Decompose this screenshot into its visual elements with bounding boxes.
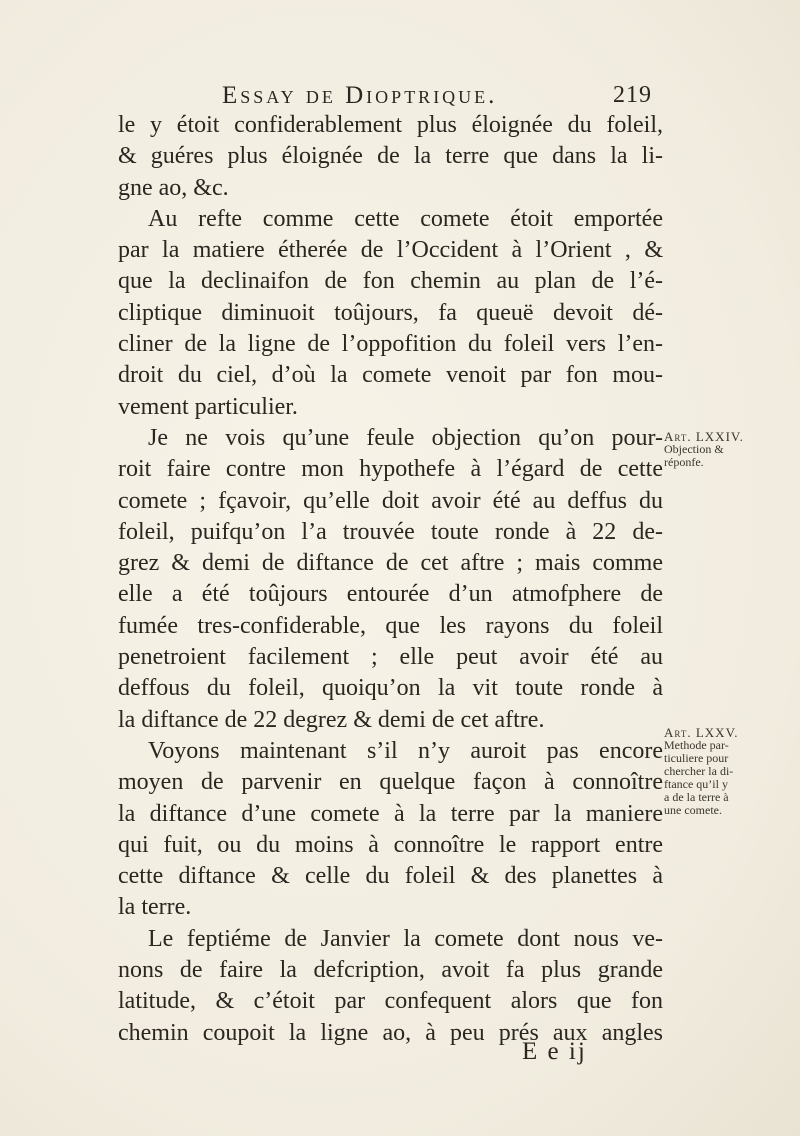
text-line: que la declinaifon de fon chemin au plan de l’é- — [118, 268, 663, 295]
margin-note-line: ftance qu’il y — [664, 777, 728, 791]
text-line: la terre. — [118, 894, 192, 921]
margin-note-article: Art. LXXIV. — [664, 429, 744, 444]
text-line: vement particulier. — [118, 393, 298, 420]
text-line: latitude, & c’étoit par confequent alors que fon — [118, 988, 663, 1015]
page-number: 219 — [613, 82, 652, 108]
text-line: cliptique diminuoit toûjours, fa queuë devoit dé- — [118, 299, 663, 326]
body-text — [118, 110, 663, 1049]
text-line: chemin coupoit la ligne ao, à peu prés aux angles — [118, 1019, 663, 1046]
text-line: droit du ciel, d’où la comete venoit par fon mou- — [118, 362, 663, 389]
signature-mark: E e ij — [522, 1038, 587, 1065]
text-line: Je ne vois qu’une feule objection qu’on pour- — [148, 424, 663, 451]
text-line: la diftance de 22 degrez & demi de cet aftre. — [118, 706, 545, 733]
text-line: Le feptiéme de Janvier la comete dont nous ve- — [148, 925, 663, 952]
text-line: Voyons maintenant s’il n’y auroit pas encore — [148, 737, 663, 764]
margin-note-article: Art. LXXV. — [664, 725, 739, 740]
text-line: penetroient facilement ; elle peut avoir été au — [118, 644, 663, 671]
margin-note-line: a de la terre à — [664, 790, 729, 804]
margin-note-line: une comete. — [664, 803, 722, 817]
text-line: & guéres plus éloignée de la terre que dans la li- — [118, 143, 663, 170]
text-line: moyen de parvenir en quelque façon à connoître — [118, 769, 663, 796]
text-line: foleil, puifqu’on l’a trouvée toute ronde à 22 de- — [118, 518, 663, 545]
margin-note-line: Methode par- — [664, 738, 729, 752]
text-line: roit faire contre mon hypothefe à l’égard de cette — [118, 456, 663, 483]
text-line: cette diftance & celle du foleil & des planettes à — [118, 863, 663, 890]
text-line: nons de faire la defcription, avoit fa plus grande — [118, 957, 663, 984]
margin-note-art-75 — [664, 726, 776, 817]
text-line: qui fuit, ou du moins à connoître le rapport entre — [118, 831, 663, 858]
text-line: fumée tres-confiderable, que les rayons du foleil — [118, 612, 663, 639]
margin-note-line: réponfe. — [664, 455, 704, 469]
text-line: gne ao, &c. — [118, 174, 229, 201]
text-line: elle a été toûjours entourée d’un atmofphere de — [118, 581, 663, 608]
margin-note-line: ticuliere pour — [664, 751, 729, 765]
text-line: grez & demi de diftance de cet aftre ; mais comme — [118, 550, 663, 577]
text-line: cliner de la ligne de l’oppofition du foleil vers l’en- — [118, 331, 663, 358]
text-line: par la matiere étherée de l’Occident à l’Orient , & — [118, 237, 663, 264]
margin-note-art-74 — [664, 430, 776, 469]
margin-note-line: chercher la di- — [664, 764, 734, 778]
text-line: Au refte comme cette comete étoit emportée — [148, 205, 663, 232]
text-line: le y étoit confiderablement plus éloignée du foleil, — [118, 112, 663, 138]
text-line: deffous du foleil, quoiqu’on la vit toute ronde à — [118, 675, 663, 702]
text-line: la diftance d’une comete à la terre par la maniere — [118, 800, 663, 827]
text-line: comete ; fçavoir, qu’elle doit avoir été au deffus du — [118, 487, 663, 514]
running-title: Essay de Dioptrique. — [222, 82, 498, 109]
margin-note-line: Objection & — [664, 442, 724, 456]
